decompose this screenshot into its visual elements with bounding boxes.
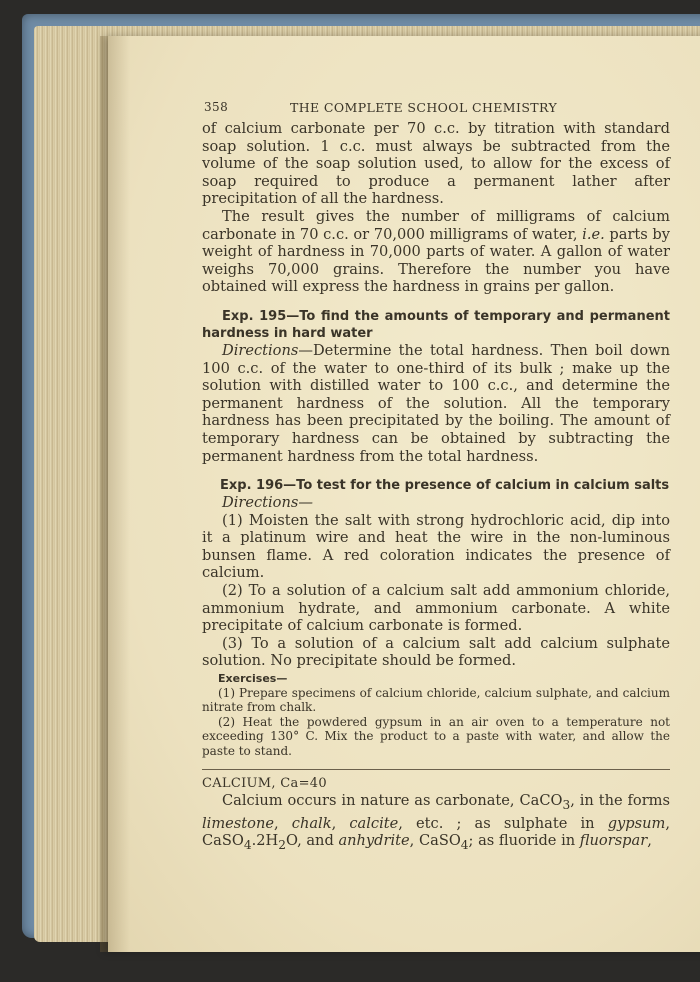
- calcium-paragraph: Calcium occurs in nature as carbonate, CaCO$_3$, in the forms limestone, chalk, calcite, etc. ; as sulphate in gypsum, $CaSO_4.2H_2O$, and anhydrite, CaSO$_4$; as fluoride in fluorspar,: [202, 792, 670, 853]
- paragraph-2: The result gives the number of milligrams of calcium carbonate in 70 c.c. or 70,000 milligrams of water, i.e. parts by weight of hardness in 70,000 parts of water. A gallon of water weighs 70,000 grains. Therefore the number you have obtained will express the hardness in grains per gallon.: [202, 207, 671, 296]
- exp-196-heading: Exp. 196—To test for the presence of calcium in calcium salts: [220, 478, 670, 494]
- exp-195-directions: Directions—Determine the total hardness. Then boil down 100 c.c. of the water to one-third of its bulk ; make up the solution with distilled water to 100 c.c., and determine the permanent hardness of the solution. All the temporary hardness has been precipitated by the boiling. The amount of temporary hardness can be obtained by subtracting the permanent hardness from the total hardness.: [202, 341, 670, 465]
- exp-196-directions-label: Directions—: [222, 494, 313, 512]
- exp-196-step-3: (3) To a solution of a calcium salt add calcium sulphate solution. No precipitate should be formed.: [202, 634, 670, 670]
- paragraph-1: of calcium carbonate per 70 c.c. by titration with standard soap solution. 1 c.c. must always be subtracted from the volume of the soap solution used, to allow for the excess of soap required to produce a permanent lather after precipitation of all the hardness.: [202, 120, 670, 208]
- exp-195-heading: Exp. 195—To find the amounts of temporary and permanent hardness in hard water: [202, 308, 670, 341]
- exercise-1: (1) Prepare specimens of calcium chloride, calcium sulphate, and calcium nitrate from chalk.: [202, 686, 670, 715]
- running-head: [202, 94, 670, 120]
- page-text: [202, 94, 670, 855]
- calcium-heading: CALCIUM, Ca=40: [202, 776, 327, 792]
- gutter-shadow: [100, 36, 130, 952]
- page-number: 358: [204, 100, 229, 114]
- section-divider: [202, 769, 670, 770]
- running-title: THE COMPLETE SCHOOL CHEMISTRY: [290, 100, 558, 115]
- directions-label: Directions: [222, 341, 299, 359]
- exercises-heading: Exercises—: [218, 672, 288, 686]
- exp-196-step-2: (2) To a solution of a calcium salt add ammonium chloride, ammonium hydrate, and ammonium carbonate. A white precipitate of calcium carbonate is formed.: [202, 582, 670, 635]
- exp-196-step-1: (1) Moisten the salt with strong hydrochloric acid, dip into it a platinum wire and heat the wire in the non-luminous bunsen flame. A red coloration indicates the presence of calcium.: [202, 511, 670, 582]
- exercise-2: (2) Heat the powdered gypsum in an air oven to a temperature not exceeding 130° C. Mix the product to a paste with water, and allow the paste to stand.: [202, 714, 670, 758]
